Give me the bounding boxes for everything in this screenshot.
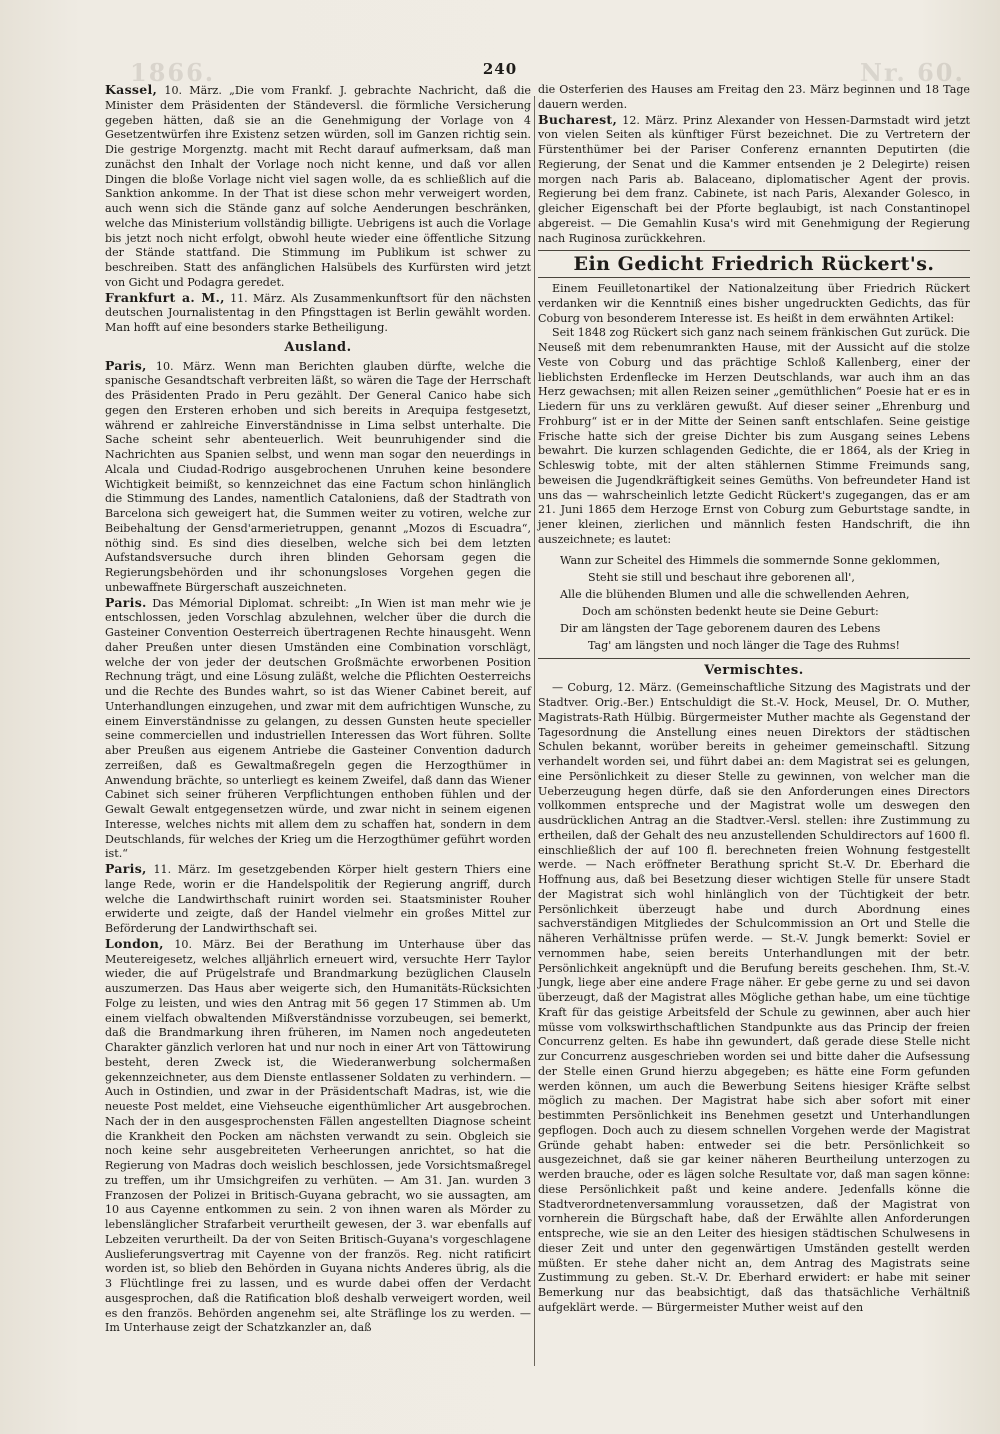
- article-paris-3-text: 11. März. Im gesetzgebenden Körper hielt gestern Thiers eine lange Rede, worin er die Handelspolitik der Regierung angriff, durch welche die Landwirthschaft ruinirt worden sei. Staatsminister Rouher erwiderte und zeigte, daß der Handel vielmehr ein großes Mittel zur Beförderung der Landwirthschaft sei.: [105, 863, 531, 935]
- section-rule: [538, 250, 970, 251]
- issue-ghost-right: 1866.: [130, 58, 216, 87]
- issue-ghost-left: Nr. 60.: [860, 58, 965, 87]
- feuilleton-heading: Ein Gedicht Friedrich Rückert's.: [573, 253, 935, 276]
- poem-line: Wann zur Scheitel des Himmels die sommernde Sonne geklommen,: [560, 553, 941, 567]
- article-london-text: 10. März. Bei der Berathung im Unterhause über das Meutereigesetz, welches alljährlich erneuert wird, versuchte Herr Taylor wieder, die auf Prügelstrafe und Brandmarkung bezüglichen Clauseln auszumerzen. Das Haus aber weigerte sich, den Humanitäts-Rücksichten Folge zu leisten, und wies den Antrag mit 56 gegen 17 Stimmen ab. Um einem vielfach obwaltenden Mißverständnisse vorzubeugen, sei bemerkt, daß die Brandmarkung ihren früheren, im Namen noch angedeuteten Charakter gänzlich verloren hat und nur noch in einer Art von Tättowirung besteht, deren Zweck ist, die Wiederanwerbung solchermaßen gekennzeichneter, aus dem Dienste entlassener Soldaten zu verhindern. — Auch in Ostindien, und zwar in der Präsidentschaft Madras, ist, wie die neueste Post meldet, eine Viehseuche eigenthümlicher Art ausgebrochen. Nach der in den ausgesprochensten Fällen angestellten Diagnose scheint die Krankheit den Pocken am nächsten verwandt zu sein. Obgleich sie noch keine sehr ausgebreiteten Verheerungen anrichtet, so hat die Regierung von Madras doch weislich beschlossen, jede Vorsichtsmaßregel zu treffen, um ihr Umsichgreifen zu verhüten. — Am 31. Jan. wurden 3 Franzosen der Polizei in Britisch-Guyana gebracht, wo sie aussagten, am 10 aus Cayenne entkommen zu sein. 2 von ihnen waren als Mörder zu lebenslänglicher Strafarbeit verurtheilt gewesen, der 3. war ebenfalls auf Lebzeiten verurtheilt. Da der von Seiten Britisch-Guyana's vorgeschlagene Auslieferungsvertrag mit Cayenne von der französ. Reg. nicht ratificirt worden ist, so blieb den Behörden in Guyana nichts Anderes übrig, als die 3 Flüchtlinge frei zu lassen, und es wurde dabei offen der Verdacht ausgesprochen, daß die Ratification bloß deshalb verweigert worden, weil es den französ. Behörden angenehm sei, alte Sträflinge los zu werden. — Im Unterhause zeigt der Schatzkanzler an, daß: [105, 937, 531, 1335]
- dateline-paris-3: Paris,: [105, 861, 147, 876]
- poem-line: Tag' am längsten und noch länger die Tage des Ruhms!: [588, 638, 900, 652]
- dateline-paris-1: Paris,: [105, 357, 147, 373]
- poem-line: Steht sie still und beschaut ihre geborenen all',: [588, 570, 855, 584]
- article-paris-1-text: 10. März. Wenn man Berichten glauben dürfte, welche die spanische Gesandtschaft verbreiten läßt, so wären die Tage der Herrschaft des Präsidenten Prado in Peru gezählt. Der General Canico habe sich gegen den Ersteren erhoben und sich bereits in Arequipa festgesetzt, während er zahlreiche Einverständnisse in Lima selbst unterhalte. Die Sache scheint sehr abenteuerlich. Weit beunruhigender sind die Nachrichten aus Spanien selbst, und wenn man sogar den neuerdings in Alcala und Ciudad-Rodrigo ausgebrochenen Unruhen keine besondere Wichtigkeit beimißt, so kennzeichnet das eine Factum schon hinlänglich die Stimmung des Landes, namentlich Cataloniens, daß der Stadtrath von Barcelona sich geweigert hat, die Summen weiter zu votiren, welche zur Beibehaltung der Gensd'armerietruppen, genannt „Mozos di Escuadra“, nöthig sind. Es sind dies dieselben, welche sich bei dem letzten Aufstandsversuche durch ihren blinden Gehorsam gegen die Regierungsbehörden und ihr schonungsloses Vorgehen gegen die unbewaffnete Bürgerschaft auszeichneten.: [105, 359, 531, 594]
- left-column: [105, 83, 531, 1336]
- dateline-london: London,: [105, 935, 164, 951]
- article-bucharest-text: 12. März. Prinz Alexander von Hessen-Darmstadt wird jetzt von vielen Seiten als künftiger Fürst bezeichnet. Die zu Vertretern der Fürstenthümer bei der Pariser Conferenz ernannten Deputirten (die Regierung, der Senat und die Kammer entsenden je 2 Delegirte) reisen morgen nach Paris ab. Balaceano, diplomatischer Agent der provis. Regierung bei dem franz. Cabinete, ist nach Paris, Alexander Golesco, in gleicher Eigenschaft bei der Pforte beglaubigt, ist nach Constantinopel abgereist. — Die Gemahlin Kusa's wird mit Genehmigung der Regierung nach Ruginosa zurückkehren.: [538, 113, 970, 245]
- poem-line: Doch am schönsten bedenkt heute sie Deine Geburt:: [582, 604, 879, 618]
- dateline-frankfurt: Frankfurt a. M.,: [105, 289, 225, 305]
- article-kassel-text: 10. März. „Die vom Frankf. J. gebrachte Nachricht, daß die Minister dem Präsidenten der Ständeversl. die förmliche Versicherung gegeben hätten, daß sie an die Genehmigung der Vorlage von 4 Gesetzentwürfen ihre Existenz setzen würden, soll im Ganzen richtig sein. Die gestrige Morgenztg. macht mit Recht darauf aufmerksam, daß man zunächst den Inhalt der Vorlage noch nicht kenne, und daß vor allen Dingen die bloße Vorlage nicht viel sagen wolle, da es schließlich auf die Sanktion ankomme. In der That ist diese schon mehr verweigert worden, auch wenn sich die Stände ganz auf solche Aenderungen beschränken, welche das Ministerium vollständig billigte. Uebrigens ist auch die Vorlage bis jetzt noch nicht erfolgt, obwohl heute wieder eine öffentliche Sitzung der Stände stattfand. Die Stimmung im Publikum ist schwer zu beschreiben. Statt des anfänglichen Halsübels des Kurfürsten wird jetzt von Gicht und Podagra geredet.: [105, 84, 531, 289]
- dateline-paris-2: Paris.: [105, 594, 147, 610]
- dateline-kassel: Kassel,: [105, 82, 158, 97]
- section-heading-vermischtes: Vermischtes.: [704, 662, 804, 678]
- column-divider: [534, 96, 535, 1366]
- section-rule-2: [538, 277, 970, 278]
- article-frankfurt-text: 11. März. Als Zusammenkunftsort für den nächsten deutschen Journalistentag in den Pfingsttagen ist Berlin gewählt worden. Man hofft auf eine besonders starke Betheiligung.: [105, 291, 531, 334]
- right-column: [538, 83, 970, 1316]
- article-paris-2: [105, 596, 531, 863]
- poem-line: Dir am längsten der Tage geborenem dauren des Lebens: [560, 621, 881, 635]
- section-heading-ausland: Ausland.: [284, 339, 352, 355]
- article-paris-1: [105, 359, 531, 596]
- poem-intro: Einem Feuilletonartikel der Nationalzeitung über Friedrich Rückert verdanken wir die Kenntniß eines bisher ungedruckten Gedichts, das für Coburg von besonderem Interesse ist. Es heißt in dem erwähnten Artikel:: [538, 282, 970, 325]
- page-number: 240: [482, 60, 518, 78]
- section-rule-3: [538, 658, 970, 659]
- article-paris-2-text: Das Mémorial Diplomat. schreibt: „In Wien ist man mehr wie je entschlossen, jeden Vorschlag abzulehnen, welcher über die durch die Gasteiner Convention Oesterreich übertragenen Rechte hinausgeht. Wenn daher Preußen unter diesen Umständen eine Combination vorschlägt, welche der von jeder der deutschen Großmächte erworbenen Position Rechnung trägt, und eine Lösung zuläßt, welche die Pflichten Oesterreichs und die Rechte des Bundes wahrt, so ist das Wiener Cabinet bereit, auf Unterhandlungen einzugehen, und zwar mit dem aufrichtigen Wunsche, zu einem Einverständnisse zu gelangen, zu dessen Gunsten heute specieller seine commerciellen und industriellen Interessen das Wort führen. Sollte aber Preußen aus eigenem Antriebe die Gasteiner Convention dadurch zerreißen, daß es Gewaltmaßregeln gegen die Herzogthümer in Anwendung brächte, so unterliegt es keinem Zweifel, daß dann das Wiener Cabinet sich seiner früheren Verpflichtungen enthoben fühlen und der Gewalt Gewalt entgegensetzen würde, und zwar nicht in seinem eigenen Interesse, welches nichts mit allem dem zu schaffen hat, sondern in dem Deutschlands, für welches der Krieg um die Herzogthümer geführt worden ist.“: [105, 596, 531, 861]
- article-bucharest: [538, 113, 970, 247]
- article-london: [105, 937, 531, 1336]
- article-kassel: [105, 83, 531, 291]
- article-continuation: die Osterferien des Hauses am Freitag den 23. März beginnen und 18 Tage dauern werden.: [538, 83, 970, 111]
- poem: [538, 552, 970, 654]
- article-paris-3: [105, 862, 531, 937]
- poem-line: Alle die blühenden Blumen und alle die schwellenden Aehren,: [560, 587, 910, 601]
- poem-context: Seit 1848 zog Rückert sich ganz nach seinem fränkischen Gut zurück. Die Neuseß mit dem rebenumrankten Hause, mit der Aussicht auf die stolze Veste von Coburg und das prächtige Schloß Kallenberg, einer der lieblichsten Erdenflecke im Herzen Deutschlands, war auch ihm an das Herz gewachsen; mit allen Reizen seiner „gemüthlichen“ Poesie hat er es in Liedern für uns zu verklären gewußt. Auf dieser seiner „Ehrenburg und Frohburg“ ist er in der Mitte der Seinen sanft entschlafen. Seine geistige Frische hatte sich der greise Dichter bis zum Ausgang seines Lebens bewahrt. Die kurzen schlagenden Gedichte, die er 1864, als der Krieg in Schleswig tobte, mit der alten stählernen Stimme Freimunds sang, beweisen die Jugendkräftigkeit seines Gemüths. Von befreundeter Hand ist uns das — wahrscheinlich letzte Gedicht Rückert's zugegangen, das er am 21. Juni 1865 dem Herzoge Ernst von Coburg zum Geburtstage sandte, in jener kleinen, zierlichen und männlich festen Handschrift, die ihn auszeichnete; es lautet:: [538, 326, 970, 546]
- dateline-bucharest: Bucharest,: [538, 111, 618, 127]
- article-frankfurt: [105, 291, 531, 336]
- article-coburg: — Coburg, 12. März. (Gemeinschaftliche Sitzung des Magistrats und der Stadtver. Orig.-Ber.) Entschuldigt die St.-V. Hock, Meusel, Dr. O. Muther, Magistrats-Rath Hülbig. Bürgermeister Muther machte als Gegenstand der Tagesordnung die Anstellung eines neuen Direktors der städtischen Schulen bekannt, worüber bereits in geheimer gemeinschaftl. Sitzung verhandelt worden sei, und führt dabei an: dem Magistrat sei es gelungen, eine Persönlichkeit zu dieser Stelle zu gewinnen, von welcher man die Ueberzeugung hegen dürfe, daß sie den Anforderungen eines Directors vollkommen entspreche und der Magistrat wolle um deswegen den ausdrücklichen Antrag an die Stadtver.-Versl. stellen: ihre Zustimmung zu ertheilen, daß der Gehalt des neu anzustellenden Schuldirectors auf 1600 fl. einschließlich der auf 100 fl. berechneten freien Wohnung festgestellt werde. — Nach eröffneter Berathung spricht St.-V. Dr. Eberhard die Hoffnung aus, daß bei Besetzung dieser wichtigen Stelle für unsere Stadt der Magistrat sich wohl hinlänglich von der Tüchtigkeit der betr. Persönlichkeit überzeugt habe und durch Abordnung eines sachverständigen Mitgliedes der Schulcommission an Ort und Stelle die näheren Verhältnisse prüfen werde. — St.-V. Jungk bemerkt: Soviel er vernommen habe, seien bereits Unterhandlungen mit der betr. Persönlichkeit angeknüpft und die Berufung bereits geschehen. Ihm, St.-V. Jungk, liege aber eine andere Frage näher. Er gebe gerne zu und sei davon überzeugt, daß der Magistrat alles Mögliche gethan habe, um eine tüchtige Kraft für das geistige Arbeitsfeld der Schule zu gewinnen, aber auch hier müsse vom volkswirthschaftlichen Standpunkte aus das Princip der freien Concurrenz gelten. Es habe ihn gewundert, daß gerade diese Stelle nicht zur Concurrenz ausgeschrieben worden sei und bitte daher die Aufsessung der Stelle einen Grund hierzu abgegeben; es hätte eine Form gefunden werden können, um auch die Bewerbung Seitens hiesiger Kräfte selbst möglich zu machen. Der Magistrat habe sich aber sofort mit einer bestimmten Persönlichkeit ins Benehmen gesetzt und Unterhandlungen gepflogen. Doch auch zu diesem schnellen Vorgehen werde der Magistrat Gründe gehabt haben: entweder sei die betr. Persönlichkeit so ausgezeichnet, daß sie gar keiner näheren Beurtheilung unterzogen zu werden brauche, oder es lägen solche Resultate vor, daß man sagen könne: diese Persönlichkeit paßt und keine andere. Jedenfalls könne die Stadtverordnetenversammlung voraussetzen, daß der Magistrat von vornherein die Bürgschaft habe, daß der Erwählte allen Anforderungen entspreche, wie sie an den Leiter des hiesigen städtischen Schulwesens in dieser Zeit und unter den gegenwärtigen Umständen gestellt werden müßten. Er stehe daher nicht an, dem Antrag des Magistrats seine Zustimmung zu geben. St.-V. Dr. Eberhard erwidert: er habe mit seiner Bemerkung nur das beabsichtigt, daß das thatsächliche Verhältniß aufgeklärt werde. — Bürgermeister Muther weist auf den: [538, 681, 970, 1314]
